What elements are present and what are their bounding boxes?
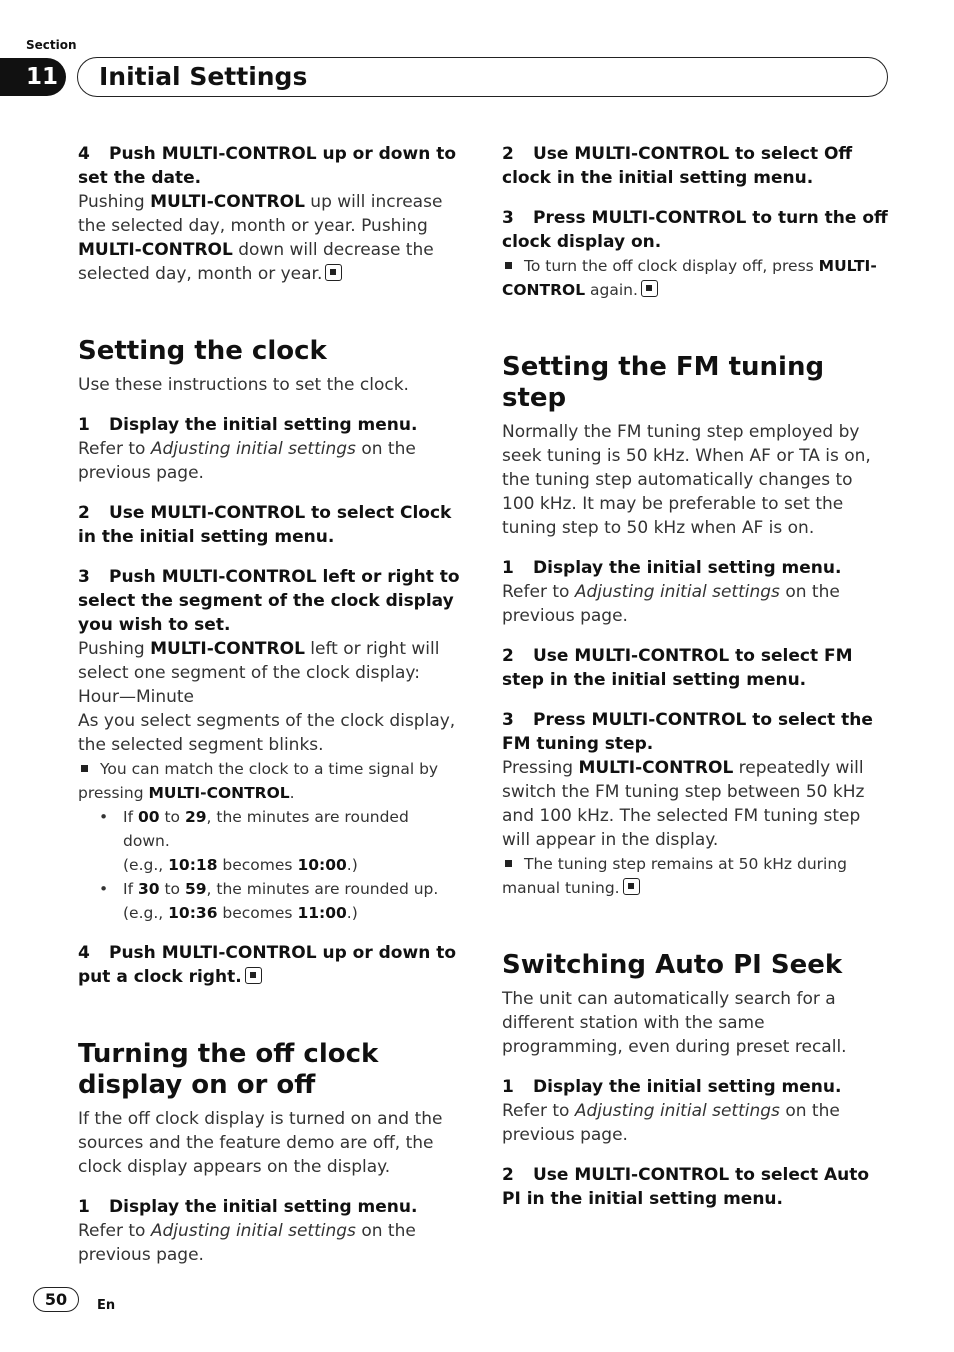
clock-segments: Hour—Minute: [78, 687, 195, 707]
date-step-4-body: Pushing MULTI-CONTROL up will increase the selected day, month or year. Pushing MULTI-CONTROL down will decrease the selected day, month or year.: [78, 192, 443, 284]
clock-step-3-body: Pushing MULTI-CONTROL left or right will select one segment of the clock display:: [78, 639, 440, 683]
clock-note: You can match the clock to a time signal by pressing MULTI-CONTROL.: [78, 760, 439, 802]
off-clock-intro: If the off clock display is turned on and the sources and the feature demo are off, the clock display appears on the display.: [78, 1109, 443, 1177]
clock-bullet-1: • If 00 to 29, the minutes are rounded down. (e.g., 10:18 becomes 10:00.): [78, 805, 460, 877]
bullet-icon: •: [99, 808, 109, 826]
setting-clock-heading: Setting the clock: [78, 336, 327, 366]
section-title-box: [77, 57, 888, 97]
right-column: [502, 142, 890, 1211]
off-clock-note: To turn the off clock display off, press MULTI-CONTROL again.: [502, 257, 877, 299]
setting-clock-intro: Use these instructions to set the clock.: [78, 375, 409, 395]
section-label: Section: [26, 38, 77, 52]
clock-segments-blink: As you select segments of the clock display, the selected segment blinks.: [78, 711, 456, 755]
page-number: 50: [33, 1287, 79, 1312]
off-clock-step-1-body: Refer to Adjusting initial settings on the previous page.: [78, 1221, 416, 1265]
end-mark-icon: [245, 967, 262, 984]
fm-step-intro: Normally the FM tuning step employed by seek tuning is 50 kHz. When AF or TA is on, the tuning step automatically changes to 100 kHz. It may be preferable to set the tuning step to 50 kHz when AF is on.: [502, 422, 871, 538]
end-mark-icon: [641, 280, 658, 297]
auto-pi-step-1-body: Refer to Adjusting initial settings on the previous page.: [502, 1101, 840, 1145]
off-clock-step-3: 3 Press MULTI-CONTROL to turn the off clock display on.: [502, 208, 888, 252]
clock-step-4: 4 Push MULTI-CONTROL up or down to put a clock right.: [78, 943, 457, 987]
off-clock-heading: Turning the off clock display on or off: [78, 1039, 379, 1100]
end-mark-icon: [623, 878, 640, 895]
section-number: 11: [0, 58, 66, 96]
clock-step-3: 3 Push MULTI-CONTROL left or right to select the segment of the clock display you wish to set.: [78, 567, 460, 635]
clock-step-1-body: Refer to Adjusting initial settings on the previous page.: [78, 439, 416, 483]
note-square-icon: [505, 262, 512, 269]
auto-pi-step-1: 1 Display the initial setting menu.: [502, 1077, 842, 1097]
fm-note: The tuning step remains at 50 kHz during manual tuning.: [502, 855, 847, 897]
auto-pi-heading: Switching Auto PI Seek: [502, 950, 843, 980]
language-code: En: [97, 1298, 116, 1313]
fm-step-2: 2 Use MULTI-CONTROL to select FM step in the initial setting menu.: [502, 646, 853, 690]
date-step-4: 4 Push MULTI-CONTROL up or down to set the date.: [78, 144, 457, 188]
fm-step-3: 3 Press MULTI-CONTROL to select the FM tuning step.: [502, 710, 873, 754]
fm-step-3-body: Pressing MULTI-CONTROL repeatedly will switch the FM tuning step between 50 kHz and 100 kHz. The selected FM tuning step will appear in the display.: [502, 758, 865, 850]
left-column: [78, 142, 460, 1267]
auto-pi-intro: The unit can automatically search for a different station with the same programming, even during preset recall.: [502, 989, 847, 1057]
off-clock-step-2: 2 Use MULTI-CONTROL to select Off clock in the initial setting menu.: [502, 144, 853, 188]
clock-step-1: 1 Display the initial setting menu.: [78, 415, 418, 435]
end-mark-icon: [325, 264, 342, 281]
fm-step-1-body: Refer to Adjusting initial settings on the previous page.: [502, 582, 840, 626]
auto-pi-step-2: 2 Use MULTI-CONTROL to select Auto PI in the initial setting menu.: [502, 1165, 870, 1209]
note-square-icon: [505, 860, 512, 867]
note-square-icon: [81, 765, 88, 772]
bullet-icon: •: [99, 880, 109, 898]
off-clock-step-1: 1 Display the initial setting menu.: [78, 1197, 418, 1217]
clock-bullet-2: • If 30 to 59, the minutes are rounded up. (e.g., 10:36 becomes 11:00.): [78, 877, 460, 925]
clock-step-2: 2 Use MULTI-CONTROL to select Clock in the initial setting menu.: [78, 503, 452, 547]
fm-step-1: 1 Display the initial setting menu.: [502, 558, 842, 578]
section-title: Initial Settings: [99, 62, 308, 91]
fm-step-heading: Setting the FM tuning step: [502, 352, 825, 413]
